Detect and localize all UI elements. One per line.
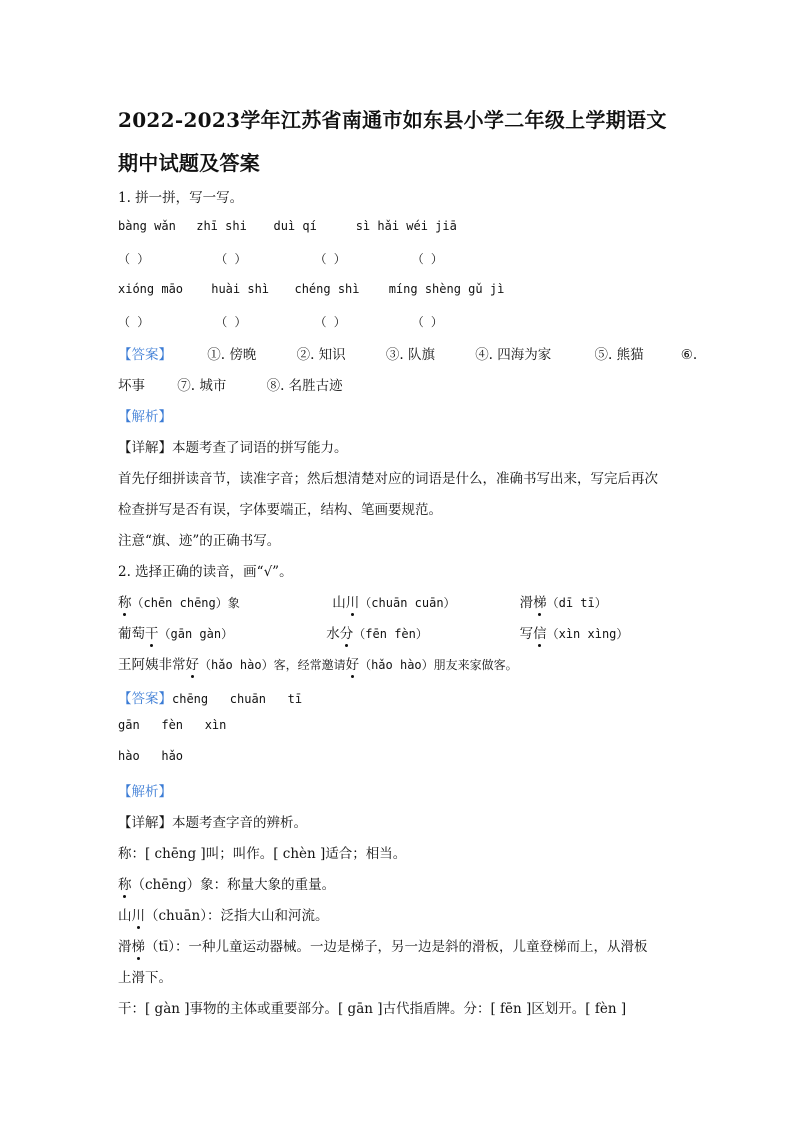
- answer-item: ⑦. 城市: [177, 378, 227, 394]
- q1-analysis-tag: 【解析】: [118, 409, 172, 425]
- q1-pinyin-row2: [118, 282, 504, 296]
- q2-explain-5: 干：[ gàn ]事物的主体或重要部分。[ gān ]古代指盾牌。分：[ fēn ]区划开。[ fèn ]: [118, 1001, 627, 1017]
- detail-tag: 【详解】: [118, 815, 172, 831]
- q2-explain-4: 滑梯（tī）：一种儿童运动器械。一边是梯子，另一边是斜的滑板，儿童登梯而上，从滑板: [118, 939, 648, 955]
- q2-items-row1: [118, 591, 607, 611]
- dotted-char: 川: [131, 908, 145, 924]
- detail-tag: 【详解】: [118, 440, 172, 456]
- detail-text: 本题考查字音的辨析。: [172, 815, 307, 831]
- answer-item: ②. 知识: [296, 347, 346, 363]
- q2-answer-row2: gān fèn xìn: [118, 718, 227, 732]
- dotted-char: 信: [533, 626, 547, 642]
- answer-blank: （ ）: [314, 252, 346, 266]
- pinyin-item: bàng wǎn: [118, 219, 176, 233]
- pinyin-item: huài shì: [211, 282, 270, 296]
- pinyin-item: míng shèng gǔ jì: [388, 282, 505, 296]
- dotted-char: 称: [118, 877, 132, 893]
- doc-title-line1: 2022-2023学年江苏省南通市如东县小学二年级上学期语文: [118, 108, 667, 132]
- q2-item: 称（chēn chēng）象: [118, 595, 240, 611]
- q1-note: 注意“旗、迹”的正确书写。: [118, 533, 281, 549]
- q1-para1-b: 检查拼写是否有误，字体要端正，结构、笔画要规范。: [118, 502, 442, 518]
- answer-item: ①. 傍晚: [207, 347, 257, 363]
- q2-items-row2: [118, 622, 628, 642]
- q1-answers-line1: [118, 343, 697, 363]
- q2-answer-row3: hào hǎo: [118, 749, 184, 763]
- q2-item: 山川（chuān cuān）: [332, 595, 456, 611]
- dotted-char: 好: [345, 657, 360, 673]
- answer-item: ③. 队旗: [385, 347, 435, 363]
- dotted-char: 梯: [533, 595, 547, 611]
- q1-blanks-row2: [118, 313, 443, 330]
- answer-tag: 【答案】: [118, 347, 172, 363]
- q2-item: 葡萄干（gān gàn）: [118, 626, 234, 642]
- answer-item: ⑥.: [680, 347, 698, 363]
- answer-item: 坏事: [118, 378, 145, 394]
- q2-explain-2: 称（chēng）象：称量大象的重量。: [118, 877, 336, 893]
- q2-explain-1: 称：[ chēng ]叫；叫作。[ chèn ]适合；相当。: [118, 846, 407, 862]
- answer-item: ⑤. 熊猫: [594, 347, 644, 363]
- answer-blank: （ ）: [411, 315, 443, 329]
- answer-blank: （ ）: [118, 315, 150, 329]
- q1-para1-a: 首先仔细拼读音节，读准字音；然后想清楚对应的词语是什么，准确书写出来，写完后再次: [118, 471, 658, 487]
- answer-blank: （ ）: [215, 252, 247, 266]
- q2-item: 滑梯（dī tī）: [519, 595, 607, 611]
- q2-sentence: 王阿姨非常好（hǎo hào）客，经常邀请好（hǎo hào）朋友来家做客。: [118, 657, 518, 673]
- doc-title-line2: 期中试题及答案: [118, 151, 261, 175]
- q2-item: 水分（fēn fèn）: [326, 626, 428, 642]
- dotted-char: 干: [145, 626, 159, 642]
- dotted-char: 梯: [131, 939, 145, 955]
- q1-answers-line2: [118, 374, 343, 394]
- answer-blank: （ ）: [314, 315, 346, 329]
- pinyin-item: duì qí: [273, 219, 317, 233]
- answer-blank: （ ）: [118, 252, 150, 266]
- q2-analysis-tag: 【解析】: [118, 784, 172, 800]
- dotted-char: 称: [118, 595, 132, 611]
- dotted-char: 好: [185, 657, 199, 673]
- q2-explain-3: 山川（chuān）：泛指大山和河流。: [118, 908, 329, 924]
- answer-item: ⑧. 名胜古迹: [266, 378, 343, 394]
- dotted-char: 川: [345, 595, 360, 611]
- answer-blank: （ ）: [215, 315, 247, 329]
- pinyin-item: sì hǎi wéi jiā: [355, 219, 457, 233]
- pinyin-item: zhī shi: [196, 219, 247, 233]
- q2-item: 写信（xìn xìng）: [519, 626, 629, 642]
- pinyin-item: chéng shì: [294, 282, 360, 296]
- q2-answer-row1: [118, 687, 302, 707]
- q1-prompt: 1. 拼一拼，写一写。: [118, 190, 244, 206]
- pinyin-item: xióng māo: [118, 282, 184, 296]
- answer-tag: 【答案】: [118, 691, 172, 707]
- answer-item: ④. 四海为家: [475, 347, 552, 363]
- q1-detail: [118, 436, 348, 456]
- q2-explain-4b: 上滑下。: [118, 970, 172, 986]
- detail-text: 本题考查了词语的拼写能力。: [172, 440, 348, 456]
- q2-prompt: 2. 选择正确的读音，画“√”。: [118, 564, 293, 580]
- q1-blanks-row1: [118, 250, 443, 267]
- answer-blank: （ ）: [411, 252, 443, 266]
- q2-detail: [118, 811, 307, 831]
- q1-pinyin-row1: [118, 219, 457, 233]
- dotted-char: 分: [339, 626, 354, 642]
- answer-pinyin: chēng chuān tī: [172, 692, 303, 706]
